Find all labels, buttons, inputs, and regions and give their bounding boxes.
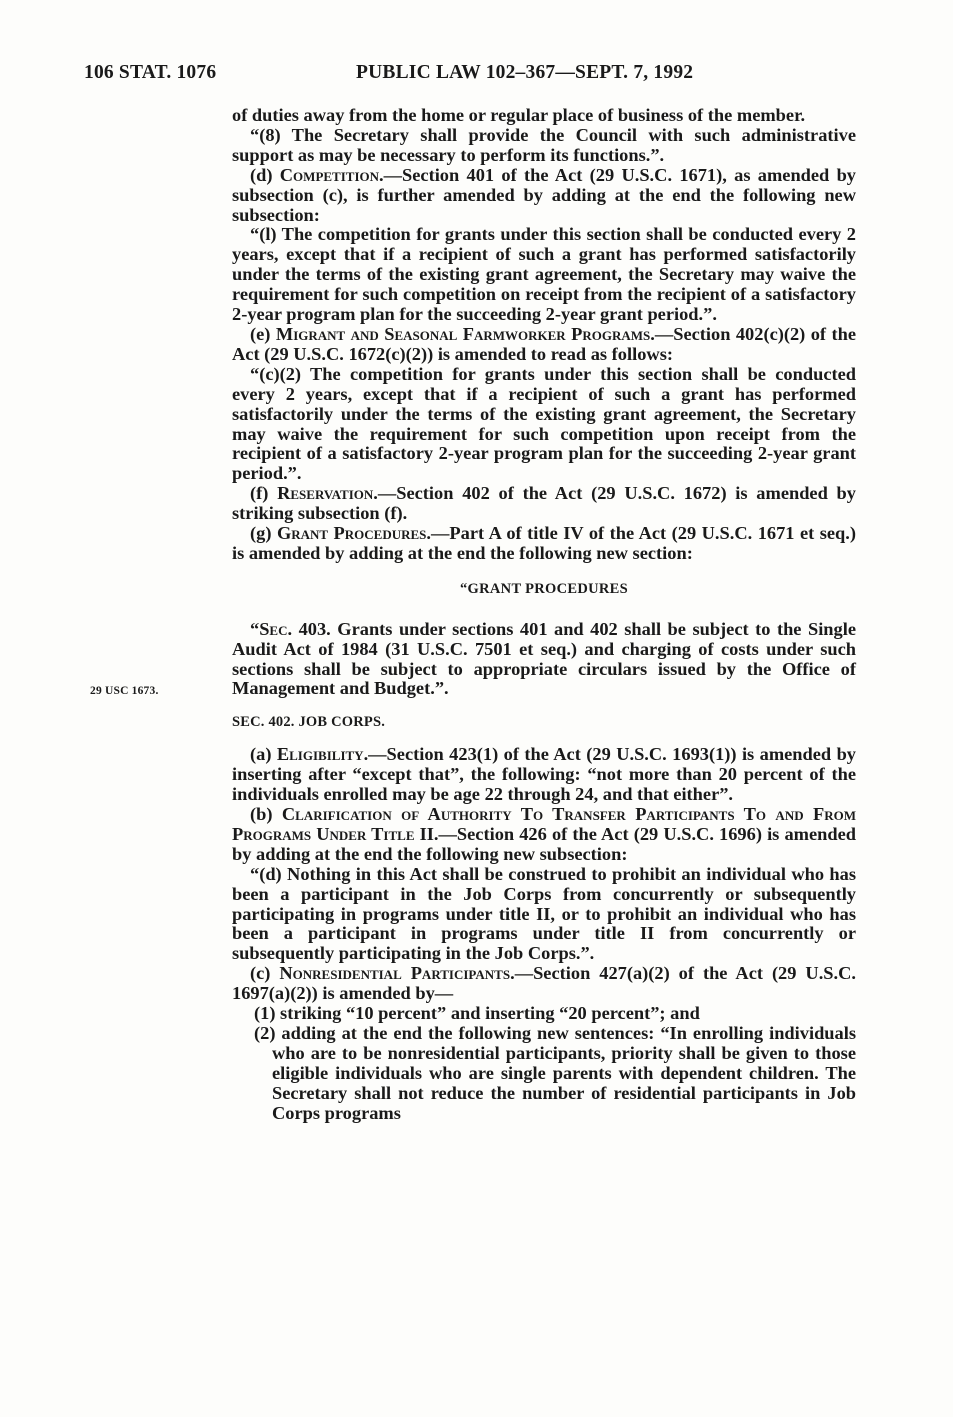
section-403: “Sec. 403. Grants under sections 401 and 402 shall be subject to the Single Audit Act of 1984 (31 U.S.C. 7501 et seq.) and charging of costs under such sections shall be subject to appropriate circulars issued by the Office of Management and Budget.”. xyxy=(232,618,856,699)
job-corps-subsection-c: (c) Nonresidential Participants.—Section 427(a)(2) of the Act (29 U.S.C. 1697(a)(2)) is amended by— xyxy=(232,963,856,1004)
margin-citation: 29 USC 1673. xyxy=(90,685,159,697)
stat-citation: 106 STAT. 1076 xyxy=(84,62,217,83)
subsection-f: (f) Reservation.—Section 402 of the Act (29 U.S.C. 1672) is amended by striking subsection (f). xyxy=(232,483,856,524)
paragraph-quote-c2: “(c)(2) The competition for grants under this section shall be conducted every 2 years, except that if a recipient of such a grant has performed satisfactorily under the terms of the existing grant agreement, the Secretary may waive the requirement for such competition upon receipt from the recipient of a satisfactory 2-year program plan for the succeeding 2-year grant period.”. xyxy=(232,363,856,484)
paragraph-quote-d: “(d) Nothing in this Act shall be construed to prohibit an individual who has been a participant in the Job Corps from concurrently or subsequently participating in programs under title II, or to prohibit an individual who has been a participant in programs under title II from concurrently or subsequently participating in the Job Corps.”. xyxy=(232,863,856,964)
subsection-f-caption: Reservation xyxy=(277,483,374,504)
list-item: (2) adding at the end the following new sentences: “In enrolling individuals who are to be nonresidential participants, priority shall be given to those eligible individuals who are single parents with dependent children. The Secretary shall not reduce the number of residential participants in Job Corps programs xyxy=(254,1022,856,1123)
subsection-d-caption: Competition xyxy=(279,164,380,185)
subsection-c-caption: Nonresidential Participants xyxy=(279,963,511,984)
job-corps-subsection-a: (a) Eligibility.—Section 423(1) of the Act (29 U.S.C. 1693(1)) is amended by inserting after “except that”, the following: “not more than 20 percent of the individuals enrolled may be age 22 through 24, and that either”. xyxy=(232,744,856,805)
list-item: (1) striking “10 percent” and inserting “20 percent”; and xyxy=(254,1003,700,1024)
subsection-b-caption: Clarification of Authority To Transfer Participants To and From Programs Under Title II xyxy=(232,804,856,844)
section-402-heading: SEC. 402. JOB CORPS. xyxy=(232,714,386,731)
subsection-d: (d) Competition.—Section 401 of the Act (29 U.S.C. 1671), as amended by subsection (c), is further amended by adding at the end the following new subsection: xyxy=(232,164,856,225)
job-corps-subsection-b: (b) Clarification of Authority To Transfer Participants To and From Programs Under Title II.—Section 426 of the Act (29 U.S.C. 1696) is amended by adding at the end the following new subsection: xyxy=(232,804,856,864)
paragraph-quote-8: “(8) The Secretary shall provide the Council with such administrative support as may be necessary to perform its functions.”. xyxy=(232,124,856,165)
subsection-g: (g) Grant Procedures.—Part A of title IV of the Act (29 U.S.C. 1671 et seq.) is amended by adding at the end the following new section: xyxy=(232,523,856,563)
subsection-e: (e) Migrant and Seasonal Farmworker Programs.—Section 402(c)(2) of the Act (29 U.S.C. 1672(c)(2)) is amended to read as follows: xyxy=(232,323,856,364)
paragraph-quote-l: “(l) The competition for grants under this section shall be conducted every 2 years, except that if a recipient of such a grant has performed satisfactorily under the terms of the existing grant agreement, the Secretary may waive the requirement for such competition on receipt from the recipient of a satisfactory 2-year program plan for the succeeding 2-year grant period.”. xyxy=(232,224,856,325)
subsection-g-caption: Grant Procedures xyxy=(276,523,427,544)
grant-procedures-heading: “GRANT PROCEDURES xyxy=(460,580,628,597)
page-header xyxy=(84,62,844,88)
subsection-a-caption: Eligibility xyxy=(276,744,364,765)
law-title: PUBLIC LAW 102–367—SEPT. 7, 1992 xyxy=(356,62,694,83)
document-body xyxy=(232,106,856,1124)
paragraph-continuation: of duties away from the home or regular place of business of the member. xyxy=(232,105,806,125)
subsection-e-caption: Migrant and Seasonal Farmworker Programs xyxy=(275,323,651,344)
